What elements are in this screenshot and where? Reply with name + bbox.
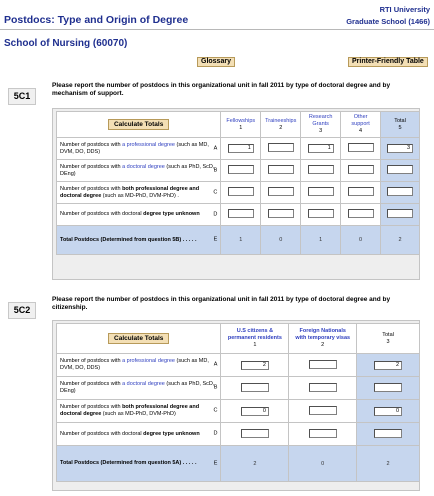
page-title: Postdocs: Type and Origin of Degree — [4, 14, 189, 26]
input-cell[interactable] — [241, 429, 269, 438]
input-cell[interactable] — [308, 187, 334, 196]
input-cell[interactable] — [228, 165, 254, 174]
table-row: Number of postdocs with both professional degree and doctoral degree (such as MD-PhD, DVM-PhD) C 0 0 — [57, 400, 420, 423]
input-cell[interactable] — [241, 383, 269, 392]
input-cell[interactable]: 0 — [241, 407, 269, 416]
total-cell[interactable] — [387, 209, 413, 218]
col-total: Total 3 — [357, 324, 420, 354]
total-cell[interactable] — [387, 165, 413, 174]
total-cell[interactable] — [387, 187, 413, 196]
input-cell[interactable] — [348, 165, 374, 174]
table-row: Number of postdocs with doctoral degree type unknown D — [57, 204, 420, 226]
table-5c2 — [56, 323, 420, 482]
col-us-citizens: U.S citizens & permanent residents 1 — [221, 324, 289, 354]
total-row: Total Postdocs (Determined from question 5B) . . . . . E 1 0 1 0 2 — [57, 226, 420, 255]
table-row: Number of postdocs with both professional degree and doctoral degree (such as MD-PhD, DVM-PhD) . C — [57, 182, 420, 204]
col-research-grants: Research Grants 3 — [301, 112, 341, 138]
total-cell[interactable]: 3 — [387, 144, 413, 153]
input-cell[interactable]: 1 — [308, 144, 334, 153]
glossary-button[interactable]: Glossary — [197, 57, 235, 67]
col-fellowships: Fellowships 1 — [221, 112, 261, 138]
input-cell[interactable] — [348, 187, 374, 196]
input-cell[interactable] — [308, 165, 334, 174]
input-cell[interactable] — [309, 360, 337, 369]
col-foreign-nationals: Foreign Nationals with temporary visas 2 — [289, 324, 357, 354]
input-cell[interactable] — [309, 429, 337, 438]
col-traineeships: Traineeships 2 — [261, 112, 301, 138]
table-row: Number of postdocs with a doctoral degree (such as PhD, ScD, DEng) B — [57, 160, 420, 182]
input-cell[interactable] — [268, 187, 294, 196]
col-other-support: Other support 4 — [341, 112, 381, 138]
table-row: Number of postdocs with a professional degree (such as MD, DVM, DO, DDS) A 2 2 — [57, 354, 420, 377]
table-header-row — [57, 324, 420, 354]
input-cell[interactable] — [228, 187, 254, 196]
total-row: Total Postdocs (Determined from question 5A) . . . . . E 2 0 2 — [57, 446, 420, 482]
instructions-5c1: Please report the number of postdocs in this organizational unit in fall 2011 by type of doctoral degree and by mechanism of support. — [52, 82, 391, 97]
input-cell[interactable] — [268, 209, 294, 218]
input-cell[interactable] — [228, 209, 254, 218]
input-cell[interactable] — [268, 165, 294, 174]
total-cell[interactable] — [374, 383, 402, 392]
table-row: Number of postdocs with a doctoral degree (such as PhD, ScD, DEng) B — [57, 377, 420, 400]
input-cell[interactable]: 1 — [228, 144, 254, 153]
total-cell[interactable]: 2 — [374, 361, 402, 370]
table-5c1 — [56, 111, 420, 255]
total-cell[interactable]: 0 — [374, 407, 402, 416]
input-cell[interactable] — [348, 209, 374, 218]
section-label-5c2: 5C2 — [8, 302, 36, 319]
col-total: Total 5 — [381, 112, 420, 138]
input-cell[interactable] — [308, 209, 334, 218]
input-cell[interactable] — [348, 143, 374, 152]
table-header-row — [57, 112, 420, 138]
page-header — [0, 0, 434, 30]
input-cell[interactable]: 2 — [241, 361, 269, 370]
calculate-totals-button[interactable]: Calculate Totals — [108, 333, 169, 344]
input-cell[interactable] — [309, 406, 337, 415]
calculate-totals-button[interactable]: Calculate Totals — [108, 119, 169, 130]
instructions-5c2: Please report the number of postdocs in this organizational unit in fall 2011 by type of doctoral degree and by citizenship. — [52, 296, 391, 311]
input-cell[interactable] — [268, 143, 294, 152]
institution-info — [346, 4, 430, 28]
total-cell[interactable] — [374, 429, 402, 438]
section-label-5c1: 5C1 — [8, 88, 36, 105]
table-row: Number of postdocs with doctoral degree type unknown D — [57, 423, 420, 446]
table-row: Number of postdocs with a professional degree (such as MD, DVM, DO, DDS) A 1 1 3 — [57, 138, 420, 160]
input-cell[interactable] — [309, 383, 337, 392]
institution-name: RTI University — [379, 5, 430, 14]
school-name: Graduate School (1466) — [346, 17, 430, 26]
org-unit-title: School of Nursing (60070) — [4, 38, 128, 49]
printer-friendly-button[interactable]: Printer-Friendly Table — [348, 57, 428, 67]
